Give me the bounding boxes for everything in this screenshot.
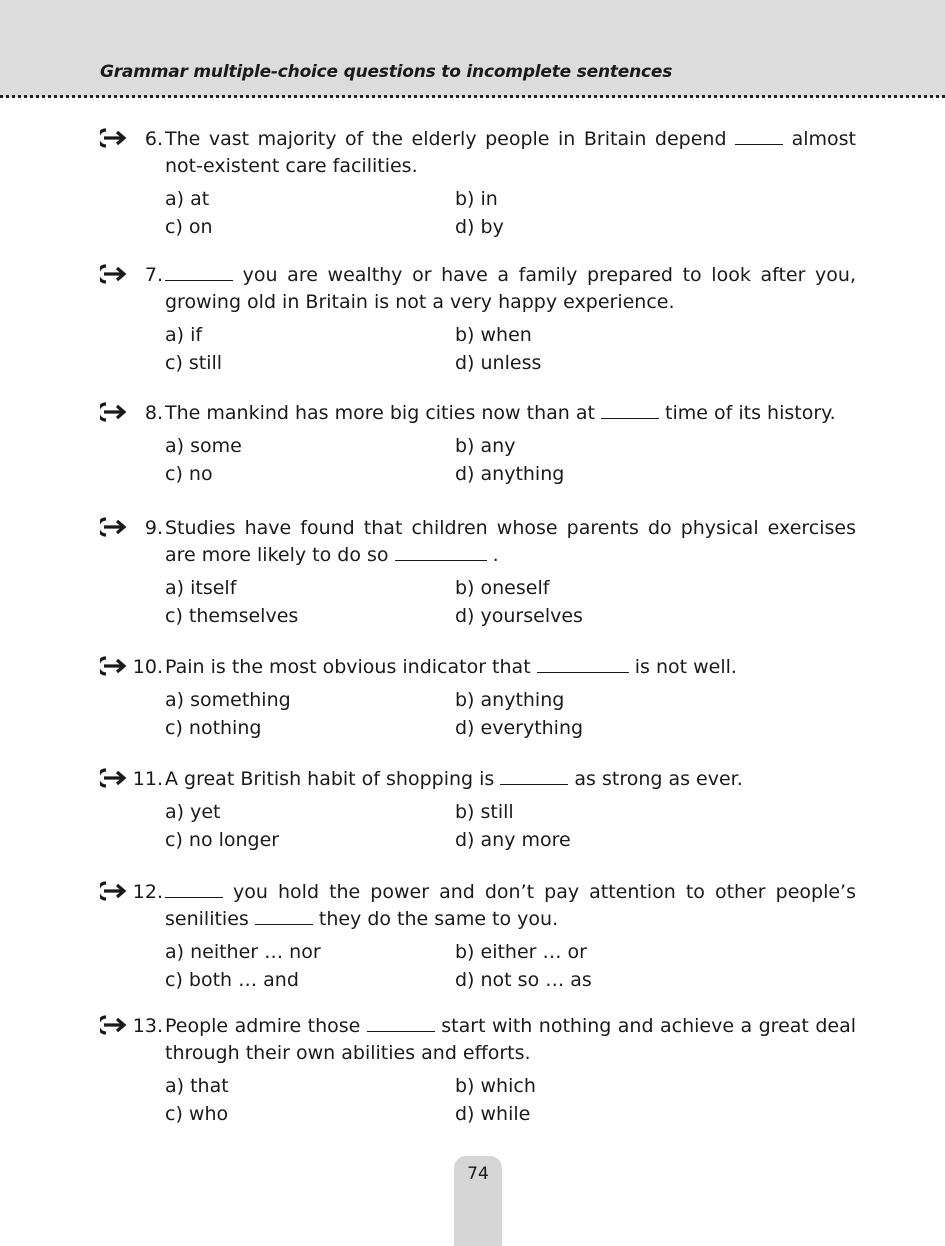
option-b: b) which [455,1075,536,1097]
question-number: 6. [144,128,163,150]
option-d: d) not so … as [455,969,592,991]
option-a: a) at [165,188,210,210]
option-d: d) unless [455,352,542,374]
option-a: a) neither … nor [165,941,321,963]
option-c: c) both … and [165,969,299,991]
question-13 [100,1013,860,1128]
arrow-icon [100,263,128,285]
question-12 [100,879,860,994]
page-title: Grammar multiple-choice questions to incomplete sentences [100,62,673,82]
options [165,322,860,377]
arrow-icon [100,516,128,538]
option-c: c) no [165,463,213,485]
option-a: a) that [165,1075,229,1097]
arrow-icon [100,127,128,149]
option-a: a) itself [165,577,237,599]
arrow-icon [100,880,128,902]
option-d: d) anything [455,463,565,485]
question-text: The mankind has more big cities now than at time of its history. [165,402,836,424]
option-a: a) something [165,689,291,711]
answer-blank [367,1014,435,1032]
dotted-divider [0,95,945,98]
question-6 [100,126,860,241]
answer-blank [500,767,568,785]
answer-blank [255,907,313,925]
option-c: c) no longer [165,829,280,851]
question-number: 10. [132,656,163,678]
question-text: you hold the power and don’t pay attention to other people’s senilities they do the same to you. [165,881,856,930]
option-c: c) themselves [165,605,299,627]
arrow-icon [100,767,128,789]
page-number-tab [454,1156,502,1246]
option-b: b) oneself [455,577,550,599]
question-9 [100,515,860,630]
question-text: Pain is the most obvious indicator that is not well. [165,656,737,678]
question-number: 11. [132,768,163,790]
answer-blank [165,263,233,281]
question-text: A great British habit of shopping is as strong as ever. [165,768,743,790]
option-b: b) when [455,324,532,346]
option-a: a) yet [165,801,221,823]
options [165,186,860,241]
arrow-icon [100,401,128,423]
question-text: People admire those start with nothing and achieve a great deal through their own abilities and efforts. [165,1015,856,1064]
question-number: 8. [144,402,163,424]
options [165,799,860,854]
page-number: 74 [467,1164,489,1184]
answer-blank [395,543,487,561]
question-text: The vast majority of the elderly people in Britain depend almost not-existent care facilities. [165,128,856,177]
question-8 [100,400,860,488]
question-number: 13. [132,1015,163,1037]
option-b: b) still [455,801,514,823]
answer-blank [165,880,223,898]
option-d: d) yourselves [455,605,583,627]
question-number: 7. [144,264,163,286]
option-b: b) any [455,435,516,457]
header-band [0,0,945,97]
question-text: Studies have found that children whose parents do physical exercises are more likely to do so . [165,517,856,566]
option-d: d) by [455,216,504,238]
option-b: b) either … or [455,941,587,963]
options [165,687,860,742]
option-c: c) who [165,1103,229,1125]
options [165,575,860,630]
options [165,939,860,994]
option-a: a) if [165,324,203,346]
answer-blank [537,655,629,673]
option-c: c) still [165,352,223,374]
option-a: a) some [165,435,242,457]
question-number: 12. [132,881,163,903]
answer-blank [735,127,783,145]
option-c: c) nothing [165,717,262,739]
arrow-icon [100,655,128,677]
arrow-icon [100,1014,128,1036]
question-11 [100,766,860,854]
answer-blank [601,401,659,419]
option-c: c) on [165,216,213,238]
question-10 [100,654,860,742]
option-d: d) everything [455,717,584,739]
option-b: b) anything [455,689,565,711]
question-7 [100,262,860,377]
question-text: you are wealthy or have a family prepared to look after you, growing old in Britain is not a very happy experience. [165,264,856,313]
options [165,1073,860,1128]
option-d: d) while [455,1103,531,1125]
options [165,433,860,488]
option-d: d) any more [455,829,571,851]
option-b: b) in [455,188,498,210]
question-number: 9. [144,517,163,539]
